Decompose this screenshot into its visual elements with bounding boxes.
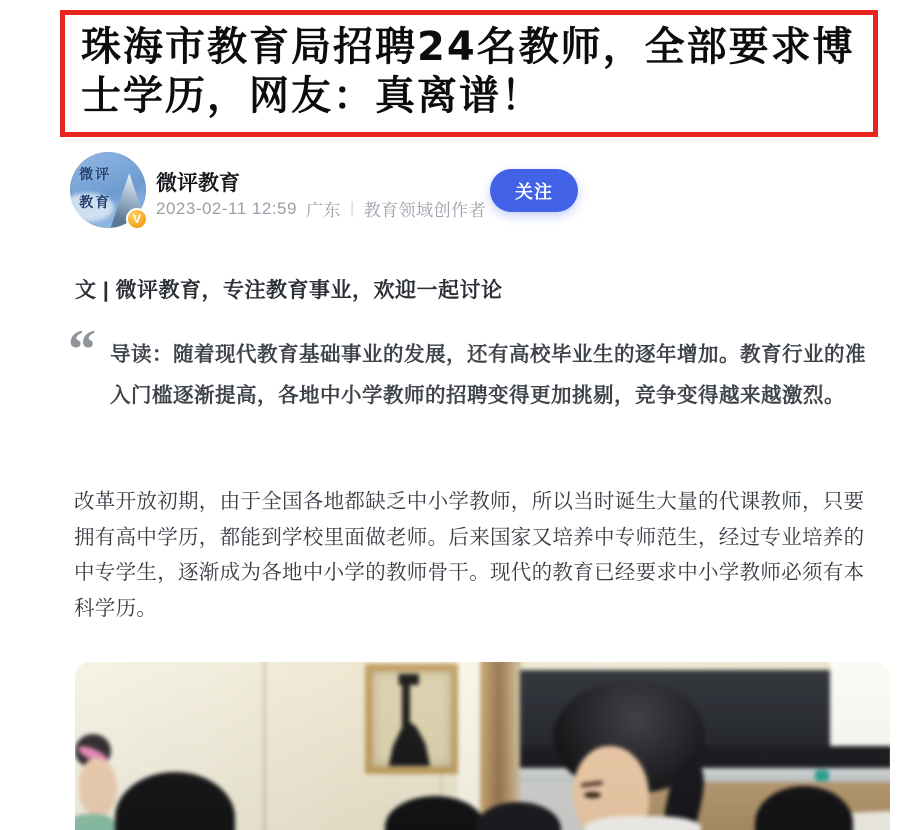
article-title: 珠海市教育局招聘24名教师，全部要求博士学历，网友：真离谱！ bbox=[81, 24, 855, 119]
quote-icon: “ bbox=[68, 319, 96, 381]
photo-teal-object bbox=[815, 770, 829, 781]
publish-datetime: 2023-02-11 12:59 bbox=[156, 198, 297, 218]
follow-button[interactable]: 关注 bbox=[490, 169, 578, 212]
avatar-text-bottom: 教育 bbox=[79, 193, 112, 210]
creator-badge: 教育领域创作者 bbox=[363, 201, 487, 220]
publish-location: 广东 bbox=[305, 201, 341, 220]
verified-badge-icon: V bbox=[126, 208, 148, 230]
classroom-photo bbox=[75, 662, 890, 830]
avatar-text-top: 微评 bbox=[79, 166, 112, 183]
photo-wall-seam bbox=[263, 662, 266, 830]
article-paragraph: 改革开放初期，由于全国各地都缺乏中小学教师，所以当时诞生大量的代课教师，只要拥有高中学历，都能到学校里面做老师。后来国家又培养中专师范生，经过专业培养的中专学生，逐渐成为各地中小学的教师骨干。现代的教育已经要求中小学教师必须有本科学历。 bbox=[74, 490, 865, 620]
student-girl-face bbox=[79, 758, 117, 816]
teacher-eye bbox=[584, 792, 601, 798]
student-girl-collar bbox=[75, 814, 115, 830]
author-meta bbox=[156, 196, 486, 221]
photo-scene bbox=[75, 662, 890, 830]
meta-divider: | bbox=[349, 199, 355, 217]
avatar[interactable] bbox=[70, 152, 146, 228]
headline-box bbox=[60, 10, 878, 137]
teacher-shirt bbox=[585, 816, 701, 830]
photo-wall-corner bbox=[830, 662, 890, 746]
author-name[interactable]: 微评教育 bbox=[156, 172, 240, 195]
byline: 文 | 微评教育，专注教育事业，欢迎一起讨论 bbox=[75, 279, 503, 302]
quote-text: 导读：随着现代教育基础事业的发展，还有高校毕业生的逐年增加。教育行业的准入门槛逐渐提高，各地中小学教师的招聘变得更加挑剔，竞争变得越来越激烈。 bbox=[110, 343, 866, 407]
